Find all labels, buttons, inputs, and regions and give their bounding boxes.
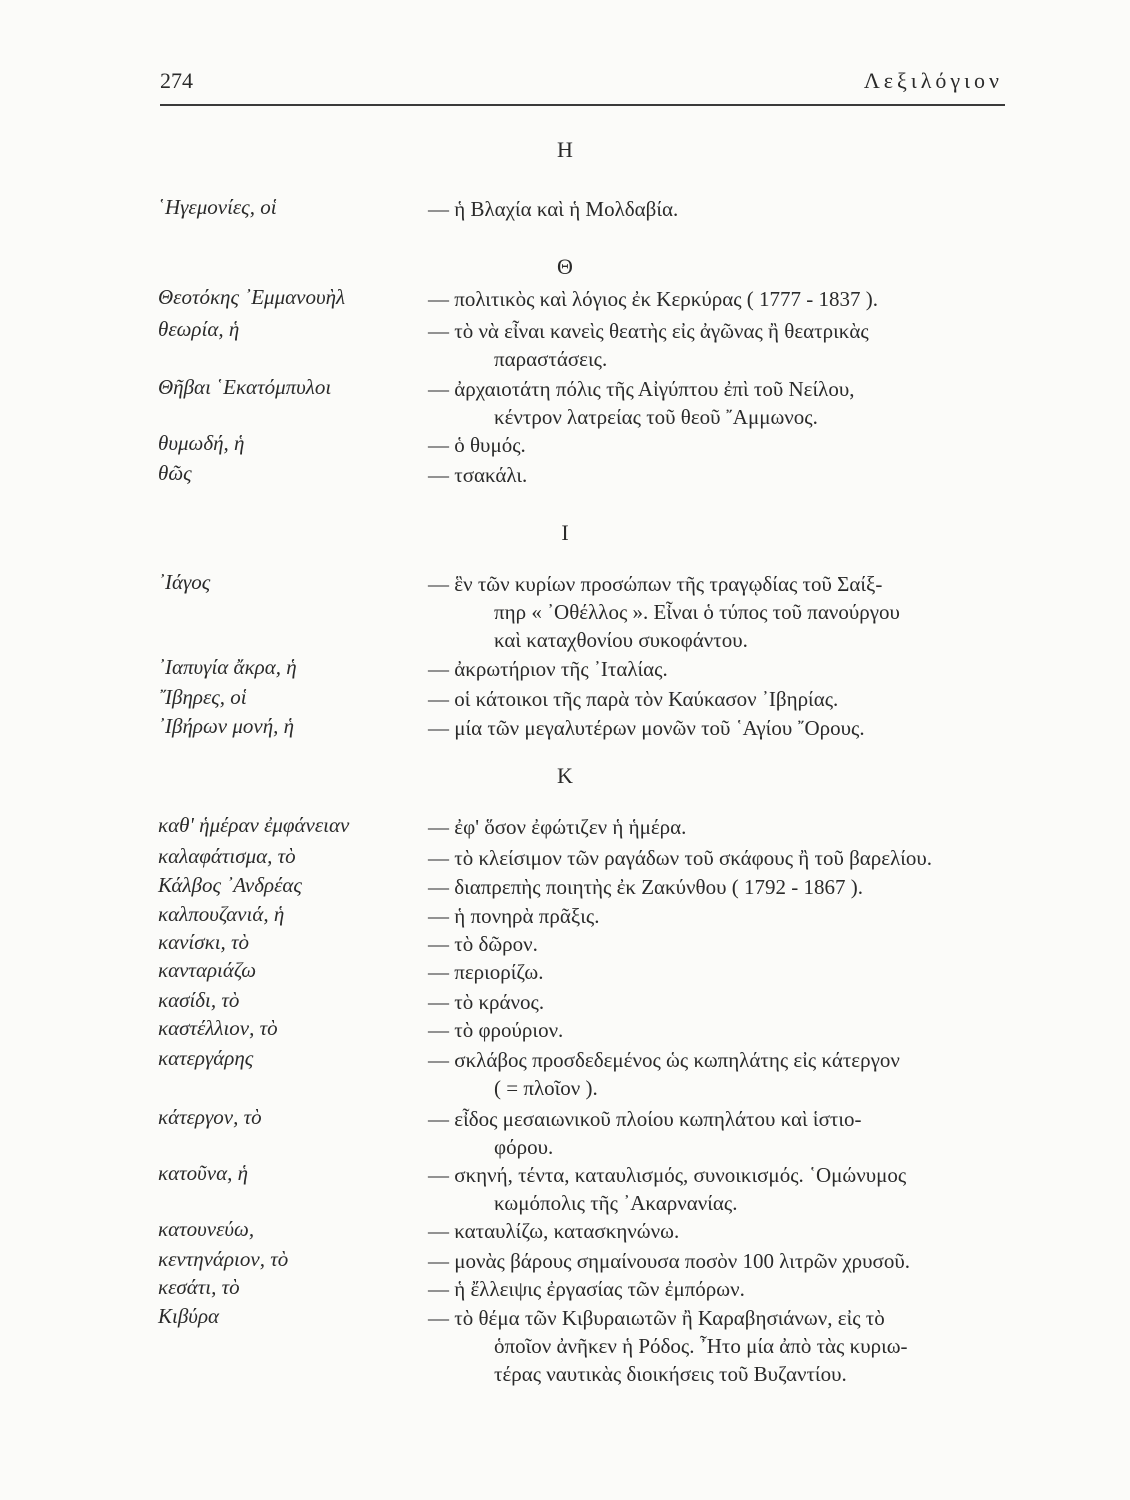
entry-definition [428, 1275, 998, 1303]
entry-term: θυμωδή, ἡ [158, 431, 245, 455]
entry-definition [428, 988, 998, 1016]
entry-term: θῶς [158, 461, 192, 485]
section-letter: Η [557, 137, 573, 162]
entry-term: καλπουζανιά, ἡ [158, 902, 285, 926]
definition-line: — ἀκρωτήριον τῆς ᾿Ιταλίας. [428, 657, 668, 681]
entry-term: κασίδι, τὸ [158, 988, 240, 1012]
definition-line: — σκλάβος προσδεδεμένος ὡς κωπηλάτης εἰς κάτεργον [428, 1048, 900, 1072]
entry-term: κατουνεύω, [158, 1217, 255, 1241]
entry-definition [428, 1046, 998, 1102]
entry-definition [428, 317, 998, 373]
definition-line: — διαπρεπὴς ποιητὴς ἐκ Ζακύνθου ( 1792 - 1867 ). [428, 875, 863, 899]
entry-term: ᾿Ιάγος [158, 570, 211, 594]
definition-line: — μία τῶν μεγαλυτέρων μονῶν τοῦ ῾Αγίου ῎Ορους. [428, 716, 865, 740]
running-title: Λεξιλόγιον [863, 68, 1003, 93]
definition-line: — ἡ πονηρὰ πρᾶξις. [428, 904, 600, 928]
entry-definition [428, 1247, 998, 1275]
entry-definition [428, 655, 998, 683]
entry-definition [428, 844, 998, 872]
entry-definition [428, 1105, 998, 1161]
definition-line: ( = πλοῖον ). [494, 1076, 598, 1100]
entry-definition [428, 873, 998, 901]
entry-definition [428, 570, 998, 654]
entry-term: κατοῦνα, ἡ [158, 1161, 249, 1185]
definition-line: — ἡ ἔλλειψις ἐργασίας τῶν ἐμπόρων. [428, 1277, 745, 1301]
entry-term: ῎Ιβηρες, οἱ [158, 685, 247, 709]
definition-line: — ἡ Βλαχία καὶ ἡ Μολδαβία. [428, 197, 679, 221]
definition-line: — ἓν τῶν κυρίων προσώπων τῆς τραγῳδίας τοῦ Σαίξ- [428, 572, 883, 596]
definition-line: παραστάσεις. [494, 347, 608, 371]
definition-line: — ἐφ' ὅσον ἐφώτιζεν ἡ ἡμέρα. [428, 815, 687, 839]
definition-line: — οἱ κάτοικοι τῆς παρὰ τὸν Καύκασον ᾿Ιβηρίας. [428, 687, 839, 711]
entry-term: κατεργάρης [158, 1046, 254, 1070]
definition-line: κέντρον λατρείας τοῦ θεοῦ ῎Αμμωνος. [494, 405, 818, 429]
entry-term: Κάλβος ᾿Ανδρέας [158, 873, 302, 897]
definition-line: — μονὰς βάρους σημαίνουσα ποσὸν 100 λιτρῶν χρυσοῦ. [428, 1249, 911, 1273]
entry-definition [428, 195, 998, 223]
definition-line: — τὸ κλείσιμον τῶν ραγάδων τοῦ σκάφους ἢ τοῦ βαρελίου. [428, 846, 933, 870]
entry-definition [428, 431, 998, 459]
definition-line: πηρ « ᾿Οθέλλος ». Εἶναι ὁ τύπος τοῦ πανούργου [494, 600, 900, 624]
definition-line: καὶ καταχθονίου συκοφάντου. [494, 628, 748, 652]
entry-definition [428, 1016, 998, 1044]
definition-line: φόρου. [494, 1135, 554, 1159]
definition-line: — τὸ θέμα τῶν Κιβυραιωτῶν ἢ Καραβησιάνων, εἰς τὸ [428, 1306, 885, 1330]
definition-line: κωμόπολις τῆς ᾿Ακαρνανίας. [494, 1191, 738, 1215]
entry-term: κεντηνάριον, τὸ [158, 1247, 289, 1271]
definition-line: — ὁ θυμός. [428, 433, 526, 457]
entry-definition [428, 375, 998, 431]
definition-line: ὁποῖον ἀνῆκεν ἡ Ρόδος. ῏Ητο μία ἀπὸ τὰς κυριω- [494, 1334, 908, 1358]
entry-term: θεωρία, ἡ [158, 317, 240, 341]
entry-definition [428, 902, 998, 930]
entry-term: ῾Ηγεμονίες, οἱ [158, 195, 277, 219]
entry-term: καλαφάτισμα, τὸ [158, 844, 296, 868]
header-rule [160, 104, 1005, 106]
definition-line: — τὸ φρούριον. [428, 1018, 564, 1042]
definition-line: — περιορίζω. [428, 960, 544, 984]
section-letter: Κ [557, 763, 573, 788]
page-number: 274 [160, 68, 193, 93]
definition-line: — πολιτικὸς καὶ λόγιος ἐκ Κερκύρας ( 1777 - 1837 ). [428, 287, 879, 311]
section-letter: Ι [561, 520, 569, 545]
definition-line: — τὸ νὰ εἶναι κανεὶς θεατὴς εἰς ἀγῶνας ἢ θεατρικὰς [428, 319, 869, 343]
definition-line: — ἀρχαιοτάτη πόλις τῆς Αἰγύπτου ἐπὶ τοῦ Νείλου, [428, 377, 855, 401]
entry-term: καστέλλιον, τὸ [158, 1016, 278, 1040]
entry-term: κάτεργον, τὸ [158, 1105, 262, 1129]
definition-line: — εἶδος μεσαιωνικοῦ πλοίου κωπηλάτου καὶ ἱστιο- [428, 1107, 862, 1131]
entry-term: κανίσκι, τὸ [158, 930, 250, 954]
entry-term: κεσάτι, τὸ [158, 1275, 240, 1299]
definition-line: — τὸ δῶρον. [428, 932, 538, 956]
definition-line: — τὸ κράνος. [428, 990, 545, 1014]
entry-definition [428, 958, 998, 986]
page-header [160, 68, 1005, 98]
entry-definition [428, 1161, 998, 1217]
entry-definition [428, 813, 998, 841]
entry-definition [428, 285, 998, 313]
section-letter: Θ [557, 254, 573, 279]
entry-definition [428, 685, 998, 713]
entry-term: Κιβύρα [158, 1304, 220, 1328]
definition-line: τέρας ναυτικὰς διοικήσεις τοῦ Βυζαντίου. [494, 1362, 847, 1386]
entry-term: Θεοτόκης ᾿Εμμανουὴλ [158, 285, 346, 309]
entry-definition [428, 714, 998, 742]
definition-line: — σκηνή, τέντα, καταυλισμός, συνοικισμός. ῾Ομώνυμος [428, 1163, 907, 1187]
entry-definition [428, 1217, 998, 1245]
entry-definition [428, 461, 998, 489]
entry-term: καθ' ἡμέραν ἐμφάνειαν [158, 813, 350, 837]
entry-definition [428, 930, 998, 958]
definition-line: — τσακάλι. [428, 463, 528, 487]
entry-term: ᾿Ιαπυγία ἄκρα, ἡ [158, 655, 297, 679]
entry-term: ᾿Ιβήρων μονή, ἡ [158, 714, 295, 738]
entry-definition [428, 1304, 998, 1388]
entry-term: κανταριάζω [158, 958, 257, 982]
entry-term: Θῆβαι ῾Εκατόμπυλοι [158, 375, 332, 399]
definition-line: — καταυλίζω, κατασκηνώνω. [428, 1219, 680, 1243]
